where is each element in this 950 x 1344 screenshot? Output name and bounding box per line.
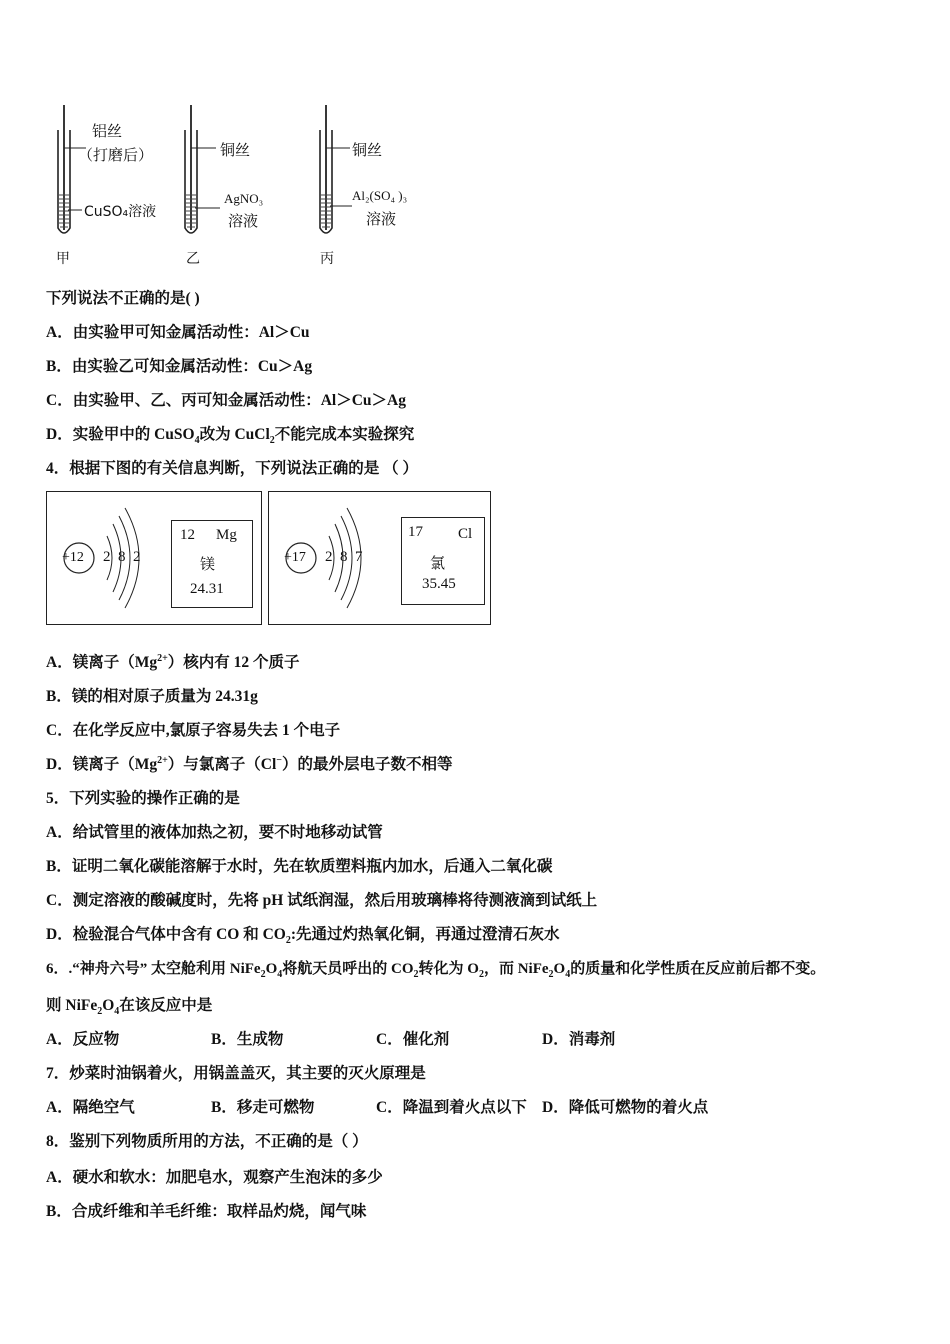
q4-option-a: A．镁离子$(Mg^{2+})$核内有 12 个质子 [46,652,300,671]
cl-shells: 2 8 7 [325,549,363,565]
tube1-label: 甲 [56,251,70,267]
q6-option-c: C．催化剂 [376,1031,450,1048]
q7-stem: 7．炒菜时油锅着火，用锅盖盖灭，其主要的灭火原理是 [46,1065,426,1082]
tube1-wire-note: （打磨后） [78,146,154,164]
q5-option-a: A．给试管里的液体加热之初，要不时地移动试管 [46,824,383,841]
cl-atomic-number: 17 [408,524,423,540]
cl-mass: 35.45 [422,576,456,592]
tube-yi [185,105,220,233]
q8-option-a: A．硬水和软水：加肥皂水，观察产生泡沫的多少 [46,1169,383,1186]
q6-stem: 6．.“神舟六号” 太空舱利用 $NiFe_2O_4$将航天员呼出的 $CO_2$转化为 $O_2$，而 $NiFe_2O_4$的质量和化学性质在反应前后都不变。 [46,961,826,980]
q7-option-d: D．降低可燃物的着火点 [542,1099,709,1116]
q3-option-d: D．实验甲中的 CuSO$_4$改为 CuCl$_2$不能完成本实验探究 [46,426,415,447]
q6-option-d: D．消毒剂 [542,1031,616,1048]
q5-option-d: D．检验混合气体中含有 CO 和 $CO_2$:先通过灼热氧化铜，再通过澄清石灰水 [46,926,560,947]
tube1-wire-label: 铝丝 [92,122,123,140]
mg-element-card [171,520,253,608]
q4-option-b: B．镁的相对原子质量为 24.31g [46,688,258,705]
q6-stem-line2: 则 $NiFe_2O_4$在该反应中是 [46,997,213,1018]
q3-option-b: B．由实验乙可知金属活动性：Cu＞Ag [46,358,313,375]
q6-option-b: B．生成物 [211,1031,284,1048]
tube3-solution-a: Al₂(SO₄ )₃ [352,188,408,203]
tube1-solution-label: CuSO₄溶液 [84,204,157,220]
tube-bing [320,105,352,233]
q3-option-c: C．由实验甲、乙、丙可知金属活动性：Al＞Cu＞Ag [46,392,406,409]
tube2-label: 乙 [186,251,200,267]
q3-stem: 下列说法不正确的是( ) [46,290,200,307]
q7-option-b: B．移走可燃物 [211,1099,315,1116]
cl-symbol: Cl [458,526,473,542]
mg-nucleus: +12 [62,550,84,565]
q5-stem: 5．下列实验的操作正确的是 [46,790,240,807]
cl-element-card [401,517,485,605]
tube3-label: 丙 [320,251,334,267]
q5-option-c: C．测定溶液的酸碱度时，先将 pH 试纸润湿，然后用玻璃棒将待测液滴到试纸上 [46,892,598,909]
q4-stem: 4．根据下图的有关信息判断，下列说法正确的是 （ ） [46,460,419,477]
cl-nucleus: +17 [284,550,306,565]
tube2-solution-b: 溶液 [228,212,259,230]
q8-option-b: B．合成纤维和羊毛纤维：取样品灼烧，闻气味 [46,1203,367,1220]
tube3-solution-b: 溶液 [366,210,397,228]
tube3-wire-label: 铜丝 [352,141,383,159]
mg-atomic-number: 12 [180,527,195,543]
q4-option-d: D．镁离子$(Mg^{2+})$与氯离子（Cl−）的最外层电子数不相等 [46,754,453,773]
tube2-solution-a: AgNO₃ [224,191,264,206]
mg-mass: 24.31 [190,581,224,597]
q7-option-a: A．隔绝空气 [46,1099,135,1116]
tube2-wire-label: 铜丝 [220,141,251,159]
cl-name: 氯 [430,554,446,572]
q3-option-a: A．由实验甲可知金属活动性：Al＞Cu [46,324,310,341]
mg-name: 镁 [200,555,216,573]
q6-option-a: A．反应物 [46,1031,120,1048]
q5-option-b: B．证明二氧化碳能溶解于水时，先在软质塑料瓶内加水，后通入二氧化碳 [46,858,553,875]
mg-info-box [46,491,262,625]
q7-option-c: C．降温到着火点以下 [376,1099,527,1116]
q4-option-c: C．在化学反应中,氯原子容易失去 1 个电子 [46,722,341,739]
mg-shells: 2 8 2 [103,549,141,565]
mg-symbol: Mg [216,527,237,543]
q8-stem: 8．鉴别下列物质所用的方法，不正确的是（ ） [46,1133,368,1150]
tube-jia [58,105,86,233]
cl-info-box [268,491,491,625]
